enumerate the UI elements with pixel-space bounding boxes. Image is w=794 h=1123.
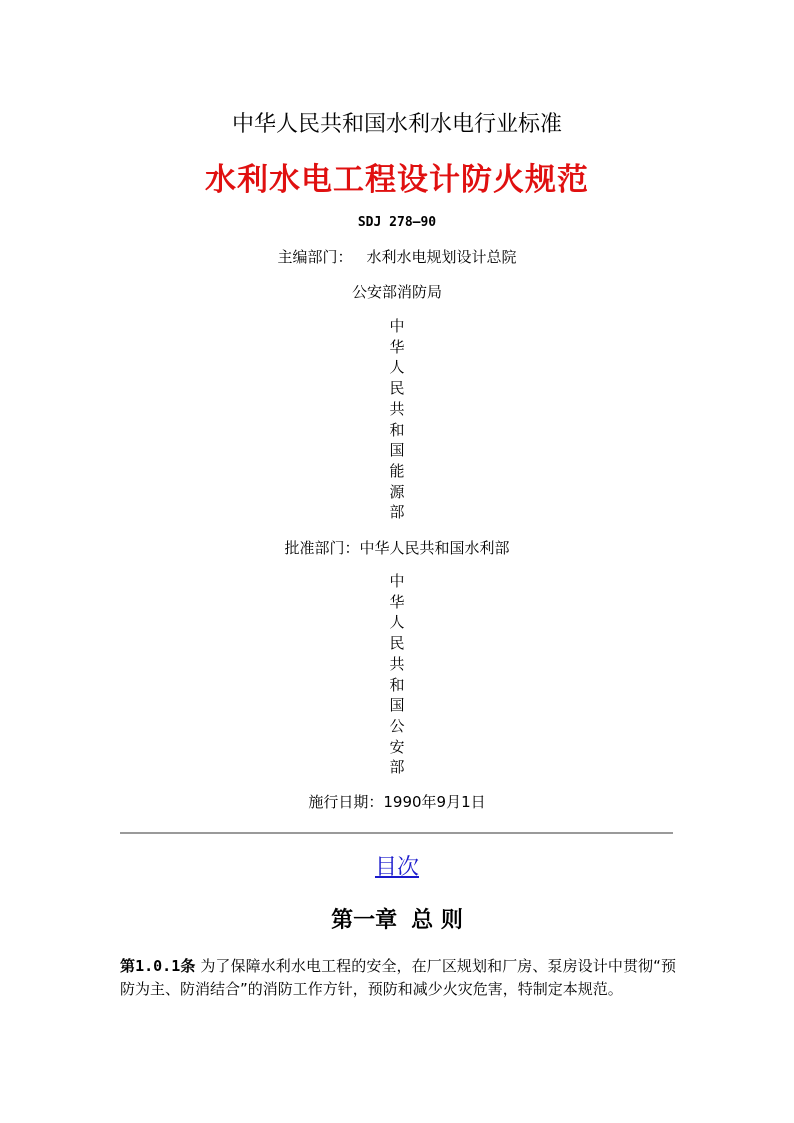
approval-line: 批准部门：中华人民共和国水利部 <box>284 539 510 557</box>
article-text: 为了保障水利水电工程的安全，在厂区规划和厂房、泵房设计中贯彻“预防为主、防消结合”的消防工作方针，预防和减少火灾危害，特制定本规范。 <box>120 957 676 998</box>
chapter-name: 总 则 <box>411 908 463 933</box>
vertical-char: 人 <box>389 613 405 632</box>
vertical-char: 和 <box>389 420 405 439</box>
standard-code: SDJ 278—90 <box>357 215 437 230</box>
vertical-char: 共 <box>389 654 405 673</box>
vertical-char: 中 <box>389 572 405 590</box>
vertical-char: 共 <box>389 399 405 418</box>
editor-line <box>0 246 794 268</box>
vertical-char: 人 <box>389 358 405 377</box>
horizontal-divider <box>120 832 673 834</box>
vertical-char: 安 <box>389 737 405 756</box>
toc-container <box>0 853 794 883</box>
effective-date: 施行日期：1990年9月1日 <box>308 793 486 811</box>
vertical-char: 民 <box>389 634 405 653</box>
editor-org-2: 公安部消防局 <box>351 283 442 301</box>
vertical-char: 能 <box>389 461 405 480</box>
editor-label: 主编部门： <box>277 248 353 266</box>
vertical-char: 公 <box>389 716 405 735</box>
vertical-char: 和 <box>389 675 405 694</box>
standard-category-title: 中华人民共和国水利水电行业标准 <box>231 112 562 137</box>
chapter-heading <box>0 905 794 937</box>
editor-org-1: 水利水电规划设计总院 <box>366 248 517 266</box>
article-paragraph <box>120 955 676 1001</box>
vertical-char: 国 <box>389 441 405 460</box>
table-of-contents-link[interactable]: 目次 <box>374 855 419 880</box>
vertical-char: 国 <box>389 696 405 715</box>
editor-org-3-vertical <box>0 316 794 523</box>
vertical-char: 华 <box>389 592 405 611</box>
document-main-title: 水利水电工程设计防火规范 <box>205 162 589 198</box>
vertical-char: 民 <box>389 379 405 398</box>
vertical-char: 部 <box>389 503 405 522</box>
chapter-number: 第一章 <box>331 908 398 933</box>
vertical-char: 部 <box>389 758 405 777</box>
vertical-char: 中 <box>389 317 405 335</box>
article-number: 第1.0.1条 <box>120 957 196 975</box>
vertical-char: 华 <box>389 337 405 356</box>
approval-org-2-vertical <box>0 571 794 778</box>
vertical-char: 源 <box>389 482 405 501</box>
